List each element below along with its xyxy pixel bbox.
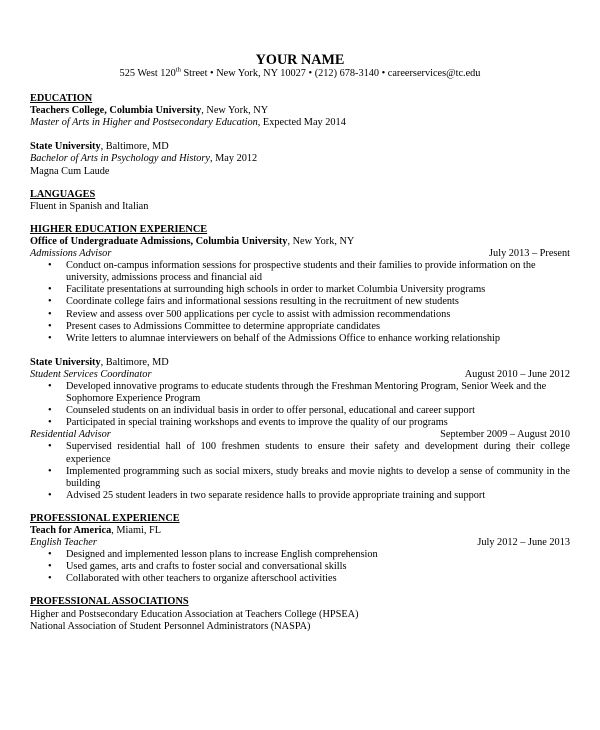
languages-heading: LANGUAGES bbox=[30, 188, 96, 200]
contact-line bbox=[30, 68, 570, 80]
role-date: August 2010 – June 2012 bbox=[464, 368, 570, 380]
role-title: English Teacher bbox=[30, 537, 97, 549]
list-item: • Used games, arts and crafts to foster social and conversational skills bbox=[66, 561, 570, 573]
bullet-list bbox=[30, 549, 570, 585]
degree: Master of Arts in Higher and Postsecondary Education bbox=[30, 117, 258, 129]
professional-heading: PROFESSIONAL EXPERIENCE bbox=[30, 512, 180, 524]
role-row bbox=[30, 429, 570, 441]
degree-date: , Expected May 2014 bbox=[257, 117, 346, 129]
address-contact-part: Street • New York, NY 10027 • (212) 678-3140 • careerservices@tc.edu bbox=[180, 68, 481, 79]
school-location: , New York, NY bbox=[201, 105, 269, 117]
list-item: • Facilitate presentations at surrounding high schools in order to market Columbia University programs bbox=[66, 284, 570, 296]
role-row bbox=[30, 537, 570, 549]
association-item: Higher and Postsecondary Education Association at Teachers College (HPSEA) bbox=[30, 608, 359, 620]
role-title: Residential Advisor bbox=[30, 429, 111, 441]
role-title: Student Services Coordinator bbox=[30, 368, 152, 380]
org-name: State University bbox=[30, 356, 101, 368]
resume-name: YOUR NAME bbox=[255, 52, 345, 68]
list-item: • Implemented programming such as social mixers, study breaks and movie nights to develop a sense of community in the building bbox=[66, 466, 570, 490]
address-superscript: th bbox=[175, 66, 181, 74]
degree: Bachelor of Arts in Psychology and History bbox=[30, 153, 210, 165]
list-item: • Coordinate college fairs and informational sessions resulting in the recruitment of new students bbox=[66, 296, 570, 308]
org-location: , Miami, FL bbox=[111, 525, 161, 536]
bullet-list bbox=[30, 260, 570, 345]
role-row bbox=[30, 248, 570, 260]
school-location: , Baltimore, MD bbox=[100, 141, 169, 153]
bullet-list bbox=[30, 381, 570, 429]
list-item: • Advised 25 student leaders in two separate residence halls to provide appropriate training and support bbox=[66, 490, 570, 502]
role-date: July 2012 – June 2013 bbox=[477, 537, 570, 549]
role-date: September 2009 – August 2010 bbox=[440, 429, 570, 441]
education-heading: EDUCATION bbox=[30, 93, 93, 105]
degree-date: , May 2012 bbox=[209, 153, 258, 165]
list-item: • Supervised residential hall of 100 freshmen students to ensure their safety and development during their college experience bbox=[66, 441, 570, 465]
languages-text: Fluent in Spanish and Italian bbox=[30, 200, 149, 212]
association-item: National Association of Student Personnel Administrators (NASPA) bbox=[30, 620, 311, 632]
list-item: • Developed innovative programs to educate students through the Freshman Mentoring Program, Senior Week and the Sophomore Experience Program bbox=[66, 381, 570, 405]
school-name: State University bbox=[30, 141, 101, 153]
higher-ed-heading: HIGHER EDUCATION EXPERIENCE bbox=[30, 223, 208, 235]
org-location: , New York, NY bbox=[287, 235, 355, 247]
list-item: • Write letters to alumnae interviewers on behalf of the Admissions Office to enhance working relationship bbox=[66, 333, 570, 345]
address-part: 525 West 120 bbox=[119, 68, 176, 79]
bullet-list bbox=[30, 441, 570, 501]
list-item: • Designed and implemented lesson plans to increase English comprehension bbox=[66, 549, 570, 561]
role-title: Admissions Advisor bbox=[30, 248, 112, 260]
role-row bbox=[30, 369, 570, 381]
list-item: • Counseled students on an individual basis in order to offer personal, educational and career support bbox=[66, 405, 570, 417]
role-date: July 2013 – Present bbox=[489, 248, 570, 260]
list-item: • Conduct on-campus information sessions for prospective students and their families to provide information on the university, admissions process and financial aid bbox=[66, 260, 570, 284]
list-item: • Participated in special training workshops and events to improve the quality of our programs bbox=[66, 417, 570, 429]
org-name: Teach for America bbox=[30, 525, 112, 536]
associations-heading: PROFESSIONAL ASSOCIATIONS bbox=[30, 596, 189, 608]
org-name: Office of Undergraduate Admissions, Columbia University bbox=[30, 235, 288, 247]
honor: Magna Cum Laude bbox=[30, 165, 110, 177]
list-item: • Collaborated with other teachers to organize afterschool activities bbox=[66, 573, 570, 585]
org-location: , Baltimore, MD bbox=[100, 356, 169, 368]
school-name: Teachers College, Columbia University bbox=[30, 105, 202, 117]
list-item: • Present cases to Admissions Committee to determine appropriate candidates bbox=[66, 321, 570, 333]
list-item: • Review and assess over 500 applications per cycle to assist with admission recommendations bbox=[66, 309, 570, 321]
education-entry bbox=[30, 105, 570, 129]
education-entry bbox=[30, 141, 570, 177]
